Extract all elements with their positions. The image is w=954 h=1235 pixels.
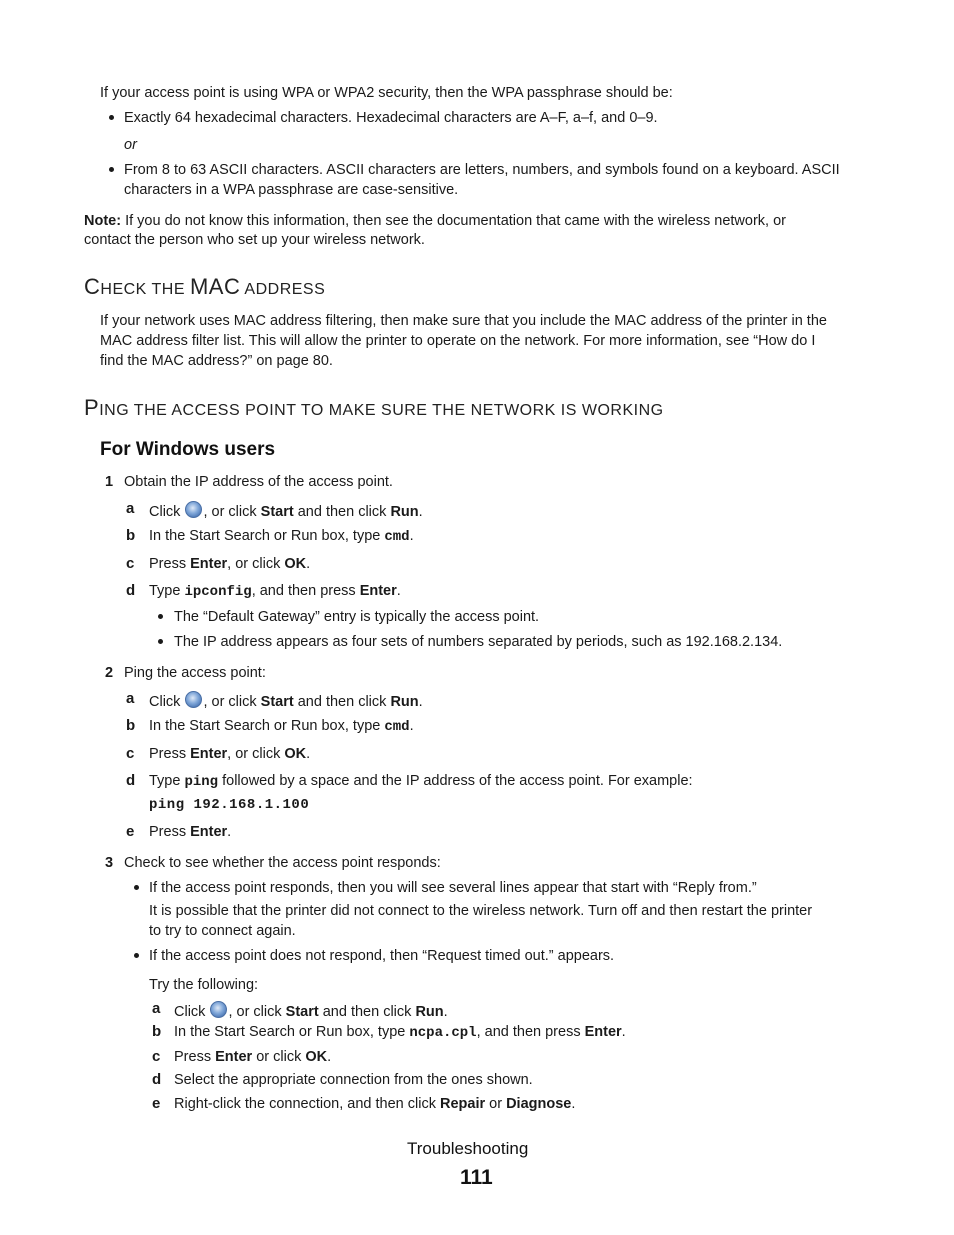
bullet-dot [109, 167, 114, 172]
bullet-default-gateway: The “Default Gateway” entry is typically the access point. [174, 609, 540, 625]
bullet-dot [109, 115, 114, 120]
mac-para-line3: find the MAC address?” on page 80. [100, 353, 333, 369]
try-following: Try the following: [149, 977, 259, 993]
step-text: Obtain the IP address of the access point. [124, 474, 393, 490]
step-letter: c [126, 745, 135, 762]
step-letter: d [126, 582, 136, 599]
step-letter: c [126, 555, 135, 572]
windows-start-icon [210, 1001, 227, 1018]
bullet-dot [158, 639, 163, 644]
step-letter: b [126, 527, 136, 544]
substep-select-connection: Select the appropriate connection from the ones shown. [174, 1072, 533, 1088]
step-letter: d [152, 1071, 162, 1088]
intro-text: If your access point is using WPA or WPA2 security, then the WPA passphrase should be: [100, 85, 673, 101]
bullet-ip-format: The IP address appears as four sets of numbers separated by periods, such as 192.168.2.134. [174, 634, 783, 650]
step-number: 1 [105, 474, 114, 490]
bullet-ascii-line2: characters in a WPA passphrase are case-sensitive. [124, 182, 459, 198]
note-line1 [84, 213, 786, 229]
substep-press-enter: Press Enter, or click OK. [149, 556, 311, 572]
windows-start-icon [185, 691, 202, 708]
heading-ping [84, 395, 664, 421]
step-letter: b [152, 1023, 162, 1040]
step-letter: a [152, 1000, 161, 1017]
heading-cap: C [84, 274, 101, 299]
substep-click-start: Click , or click Start and then click Run. [149, 691, 423, 710]
mac-para-line2: MAC address filter list. This will allow the printer to operate on the network. For more information, see “How do I [100, 333, 816, 349]
substep-press-enter-only: Press Enter. [149, 824, 232, 840]
substep-press-enter: Press Enter or click OK. [174, 1049, 332, 1065]
note-text: If you do not know this information, then see the documentation that came with the wireless network, or [121, 213, 786, 229]
substep-click-start: Click , or click Start and then click Run. [174, 1001, 448, 1020]
responds-para-line2: to try to connect again. [149, 923, 296, 939]
bullet-dot [134, 885, 139, 890]
heading-check-mac [84, 274, 325, 300]
step-letter: e [152, 1095, 161, 1112]
substep-type-ipconfig: Type ipconfig, and then press Enter. [149, 583, 401, 600]
substep-type-cmd: In the Start Search or Run box, type cmd. [149, 718, 414, 735]
step-number: 3 [105, 855, 114, 871]
step-number: 2 [105, 665, 114, 681]
heading-rest: ADDRESS [240, 281, 326, 298]
bullet-dot [158, 614, 163, 619]
bullet-responds: If the access point responds, then you will see several lines appear that start with “Reply from.” [149, 880, 757, 896]
ping-example-code: ping 192.168.1.100 [149, 797, 310, 813]
substep-right-click: Right-click the connection, and then click Repair or Diagnose. [174, 1096, 576, 1112]
step-letter: a [126, 690, 135, 707]
bullet-dot [134, 953, 139, 958]
note-line2: contact the person who set up your wireless network. [84, 232, 425, 248]
note-label: Note: [84, 213, 122, 229]
heading-cap: MAC [189, 274, 241, 299]
page-number: 111 [460, 1166, 493, 1189]
heading-cap: P [84, 395, 100, 420]
step-letter: b [126, 717, 136, 734]
step-letter: a [126, 500, 135, 517]
substep-type-ping: Type ping followed by a space and the IP address of the access point. For example: [149, 773, 693, 790]
footer-section: Troubleshooting [407, 1139, 529, 1158]
substep-press-enter: Press Enter, or click OK. [149, 746, 311, 762]
step-letter: d [126, 772, 136, 789]
step-letter: c [152, 1048, 161, 1065]
or-text: or [124, 137, 137, 153]
mac-para-line1: If your network uses MAC address filtering, then make sure that you include the MAC address of the printer in the [100, 313, 827, 329]
substep-type-cmd: In the Start Search or Run box, type cmd. [149, 528, 414, 545]
step-text: Ping the access point: [124, 665, 266, 681]
subheading-windows: For Windows users [100, 439, 276, 460]
step-letter: e [126, 823, 135, 840]
heading-rest: HECK THE [100, 281, 190, 298]
responds-para-line1: It is possible that the printer did not connect to the wireless network. Turn off and then restart the printer [149, 903, 813, 919]
step-text: Check to see whether the access point responds: [124, 855, 441, 871]
windows-start-icon [185, 501, 202, 518]
bullet-no-response: If the access point does not respond, then “Request timed out.” appears. [149, 948, 615, 964]
substep-click-start: Click , or click Start and then click Run. [149, 501, 423, 520]
substep-type-ncpa: In the Start Search or Run box, type ncpa.cpl, and then press Enter. [174, 1024, 626, 1041]
heading-rest: ING THE ACCESS POINT TO MAKE SURE THE NETWORK IS WORKING [99, 402, 664, 419]
bullet-hex: Exactly 64 hexadecimal characters. Hexadecimal characters are A–F, a–f, and 0–9. [124, 110, 658, 126]
bullet-ascii-line1: From 8 to 63 ASCII characters. ASCII characters are letters, numbers, and symbols found on a keyboard. ASCII [124, 162, 840, 178]
